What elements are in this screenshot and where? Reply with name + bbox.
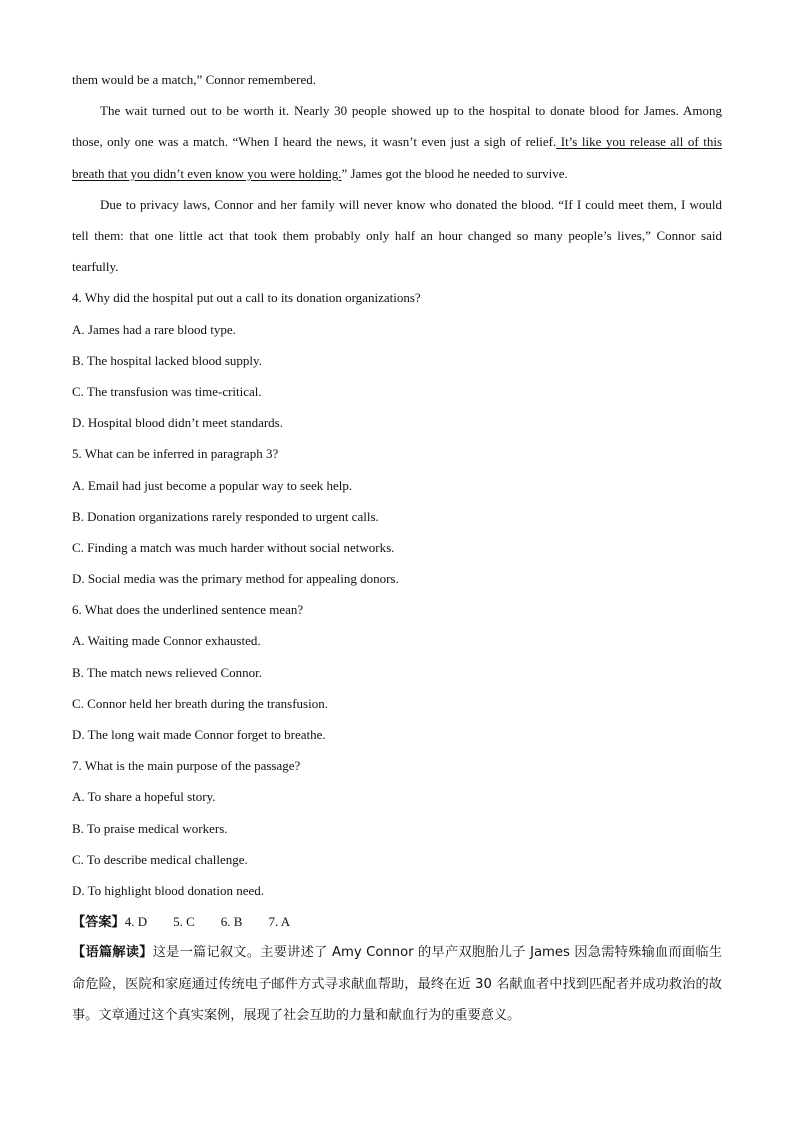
option-a: A. To share a hopeful story. xyxy=(72,789,216,805)
answer-values: 4. D 5. C 6. B 7. A xyxy=(124,914,291,930)
option-c: C. Connor held her breath during the transfusion. xyxy=(72,695,328,711)
question-stem: 5. What can be inferred in paragraph 3? xyxy=(72,446,279,462)
answer-label: 【答案】 xyxy=(72,915,125,931)
option-a: A. James had a rare blood type. xyxy=(72,321,236,337)
option-d: D. To highlight blood donation need. xyxy=(72,882,265,898)
passage-paragraph-4: Due to privacy laws, Connor and her family will never know who donated the blood. “If I could meet them, I would tell them: that one little act that took them probably only half an hour changed so many people’s lives,” Connor said tearfully. xyxy=(72,196,722,275)
option-d: D. Social media was the primary method for appealing donors. xyxy=(72,571,399,587)
option-b: B. The hospital lacked blood supply. xyxy=(72,352,262,368)
passage-analysis xyxy=(72,937,722,1031)
option-d: D. Hospital blood didn’t meet standards. xyxy=(72,415,283,431)
paragraph-text: The wait turned out to be worth it. Nearly 30 people showed up to the hospital to donate blood for James. Among those, only one was a match. “When I heard the news, it wasn’t even just a sigh of relief. xyxy=(72,103,722,150)
option-a: A. Email had just become a popular way to seek help. xyxy=(72,477,353,493)
question-stem: 7. What is the main purpose of the passage? xyxy=(72,758,301,774)
question-6 xyxy=(72,594,722,750)
passage-paragraph-fragment: them would be a match,” Connor remembered. xyxy=(72,72,317,87)
option-b: B. The match news relieved Connor. xyxy=(72,664,263,680)
question-5 xyxy=(72,438,722,594)
option-a: A. Waiting made Connor exhausted. xyxy=(72,633,261,649)
option-b: B. Donation organizations rarely responded to urgent calls. xyxy=(72,508,379,524)
analysis-label: 【语篇解读】 xyxy=(72,945,153,961)
passage-paragraph-3 xyxy=(72,95,722,189)
option-d: D. The long wait made Connor forget to breathe. xyxy=(72,727,326,743)
document-page xyxy=(72,64,722,1031)
answer-key xyxy=(72,906,722,937)
question-4 xyxy=(72,282,722,438)
question-stem: 6. What does the underlined sentence mean? xyxy=(72,602,304,618)
question-stem: 4. Why did the hospital put out a call to its donation organizations? xyxy=(72,290,421,306)
analysis-text: 这是一篇记叙文。主要讲述了 Amy Connor 的早产双胞胎儿子 James 因急需特殊输血而面临生命危险，医院和家庭通过传统电子邮件方式寻求献血帮助，最终在近 30 名献血者中找到匹配者并成功救治的故事。文章通过这个真实案例，展现了社会互助的力量和献血行为的重要意义。 xyxy=(72,945,723,1023)
underlined-sentence: It’s like you release all of this breath that you didn’t even know you were holding. xyxy=(72,134,723,181)
option-b: B. To praise medical workers. xyxy=(72,820,228,836)
paragraph-text: ” James got the blood he needed to survive. xyxy=(341,165,568,181)
option-c: C. To describe medical challenge. xyxy=(72,851,248,867)
question-7 xyxy=(72,750,722,906)
option-c: C. Finding a match was much harder without social networks. xyxy=(72,539,395,555)
option-c: C. The transfusion was time-critical. xyxy=(72,383,262,399)
